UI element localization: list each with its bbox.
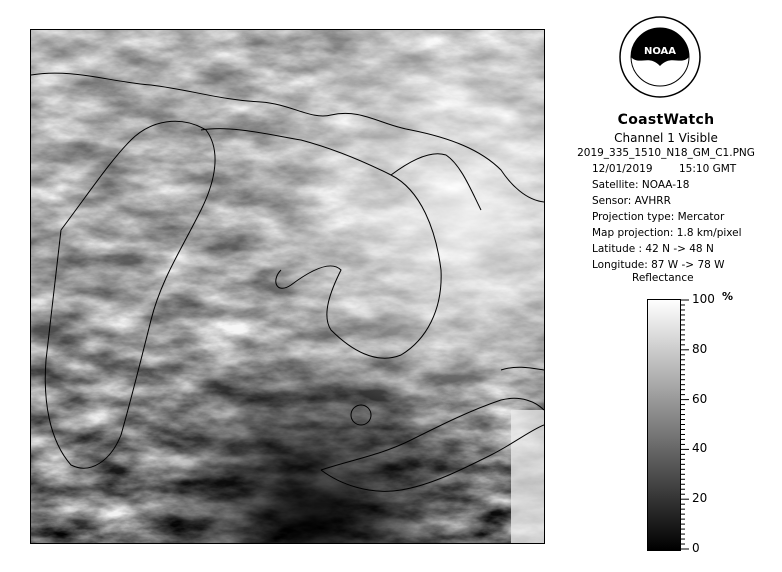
legend-latitude: Latitude : 42 N -> 48 N: [592, 243, 714, 255]
legend-title: CoastWatch: [617, 112, 715, 128]
legend-date: 12/01/2019: [592, 163, 653, 175]
colorbar-unit: %: [722, 290, 734, 303]
colorbar-tick-label: 100: [692, 292, 715, 306]
colorbar-tick-label: 0: [692, 541, 700, 555]
legend-map-projection: Map projection: 1.8 km/pixel: [592, 227, 742, 239]
colorbar-tick-label: 60: [692, 391, 708, 406]
colorbar-label: Reflectance: [632, 272, 694, 284]
satellite-image: [31, 30, 544, 543]
legend-filename: 2019_335_1510_N18_GM_C1.PNG: [577, 147, 755, 159]
colorbar-ticks: [680, 299, 760, 551]
noaa-logo-icon: [619, 16, 701, 98]
colorbar-tick-label: 20: [692, 491, 708, 506]
noaa-logo: [619, 16, 701, 98]
legend-satellite: Satellite: NOAA-18: [592, 179, 690, 191]
colorbar: [647, 299, 681, 551]
colorbar-tick-label: 80: [692, 341, 708, 356]
colorbar-tick-label: 40: [692, 441, 708, 456]
satellite-map: [30, 29, 545, 544]
legend-sensor: Sensor: AVHRR: [592, 195, 671, 207]
legend-longitude: Longitude: 87 W -> 78 W: [592, 259, 725, 271]
noaa-logo-text: NOAA: [643, 46, 677, 57]
legend-projection-type: Projection type: Mercator: [592, 211, 725, 223]
legend-subtitle: Channel 1 Visible: [614, 131, 718, 145]
legend-time: 15:10 GMT: [679, 163, 737, 175]
